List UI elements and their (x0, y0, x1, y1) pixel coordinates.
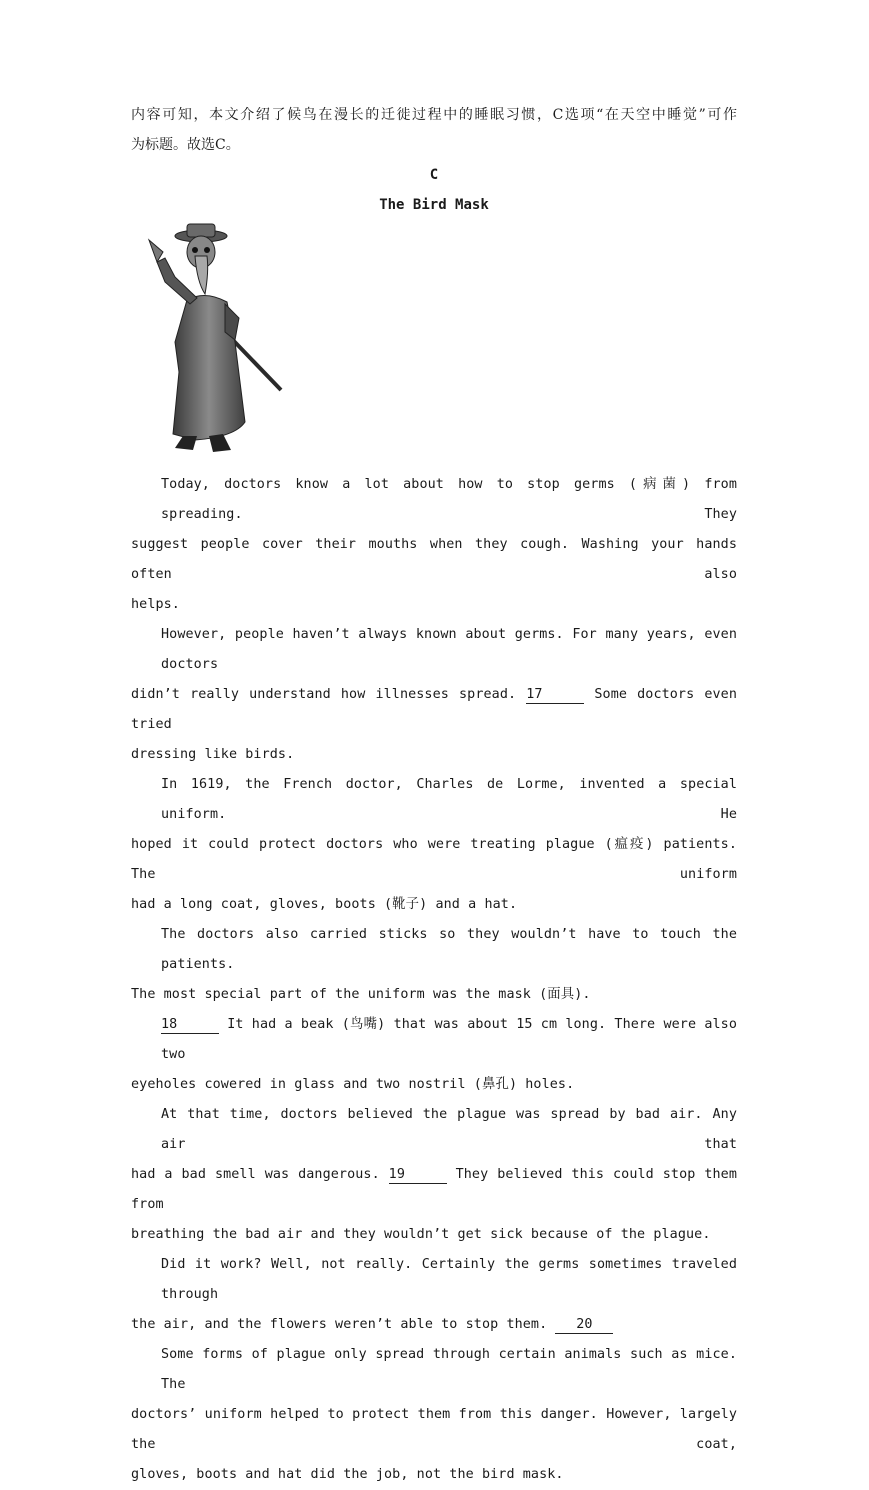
p7-line-2 (131, 1310, 737, 1340)
p6-line-1: At that time, doctors believed the plague was spread by bad air. Any air that (161, 1107, 737, 1152)
p3-line-2: hoped it could protect doctors who were treating plague (瘟疫) patients. The uniform (131, 837, 737, 882)
p3-line-3: had a long coat, gloves, boots (靴子) and a hat. (131, 897, 518, 912)
plague-doctor-illustration (135, 222, 295, 462)
p8-line-3: gloves, boots and hat did the job, not the bird mask. (131, 1467, 564, 1482)
p6-line-2 (131, 1160, 737, 1220)
p5-line-2: eyeholes cowered in glass and two nostril (鼻孔) holes. (131, 1077, 575, 1092)
intro-line-2: 为标题。故选C。 (131, 137, 240, 153)
p4-line-2: The most special part of the uniform was the mask (面具). (131, 987, 591, 1002)
p1-line-2: suggest people cover their mouths when they cough. Washing your hands often also (131, 537, 737, 582)
p6-line-3: breathing the bad air and they wouldn’t get sick because of the plague. (131, 1227, 711, 1242)
p2-line-2-end: Some doctors even tried (131, 687, 738, 732)
p1-line-3: helps. (131, 597, 180, 612)
p4-line-1: The doctors also carried sticks so they wouldn’t have to touch the patients. (161, 927, 737, 972)
document-page (131, 100, 737, 1490)
blank-19[interactable]: 19 (389, 1167, 447, 1184)
p5-line-1 (131, 1010, 737, 1070)
p7-line-2-start: the air, and the flowers weren’t able to stop them. (131, 1317, 556, 1332)
plague-doctor-icon (135, 222, 295, 462)
intro-line-1: 内容可知，本文介绍了候鸟在漫长的迁徙过程中的睡眠习惯，C选项“在天空中睡觉”可作 (131, 107, 737, 123)
p1-line-1: Today, doctors know a lot about how to stop germs (病菌) from spreading. They (161, 477, 737, 522)
p2-line-2-start: didn’t really understand how illnesses spread. (131, 687, 527, 702)
blank-17[interactable]: 17 (526, 687, 584, 704)
p8-line-1: Some forms of plague only spread through certain animals such as mice. The (161, 1347, 737, 1392)
blank-18[interactable]: 18 (161, 1017, 219, 1034)
p2-line-3: dressing like birds. (131, 747, 295, 762)
p8-line-2: doctors’ uniform helped to protect them from this danger. However, largely the coat, (131, 1407, 737, 1452)
article-title: The Bird Mask (379, 197, 489, 213)
section-letter: C (429, 167, 439, 183)
p3-line-1: In 1619, the French doctor, Charles de Lorme, invented a special uniform. He (161, 777, 737, 822)
p2-line-2 (131, 680, 737, 740)
p6-line-2-end: They believed this could stop them from (131, 1167, 737, 1212)
p6-line-2-start: had a bad smell was dangerous. (131, 1167, 389, 1182)
p2-line-1: However, people haven’t always known about germs. For many years, even doctors (161, 627, 737, 672)
p7-line-1: Did it work? Well, not really. Certainly the germs sometimes traveled through (161, 1257, 737, 1302)
blank-20[interactable]: 20 (555, 1317, 613, 1334)
p5-line-1-end: It had a beak (鸟嘴) that was about 15 cm long. There were also two (161, 1017, 737, 1062)
